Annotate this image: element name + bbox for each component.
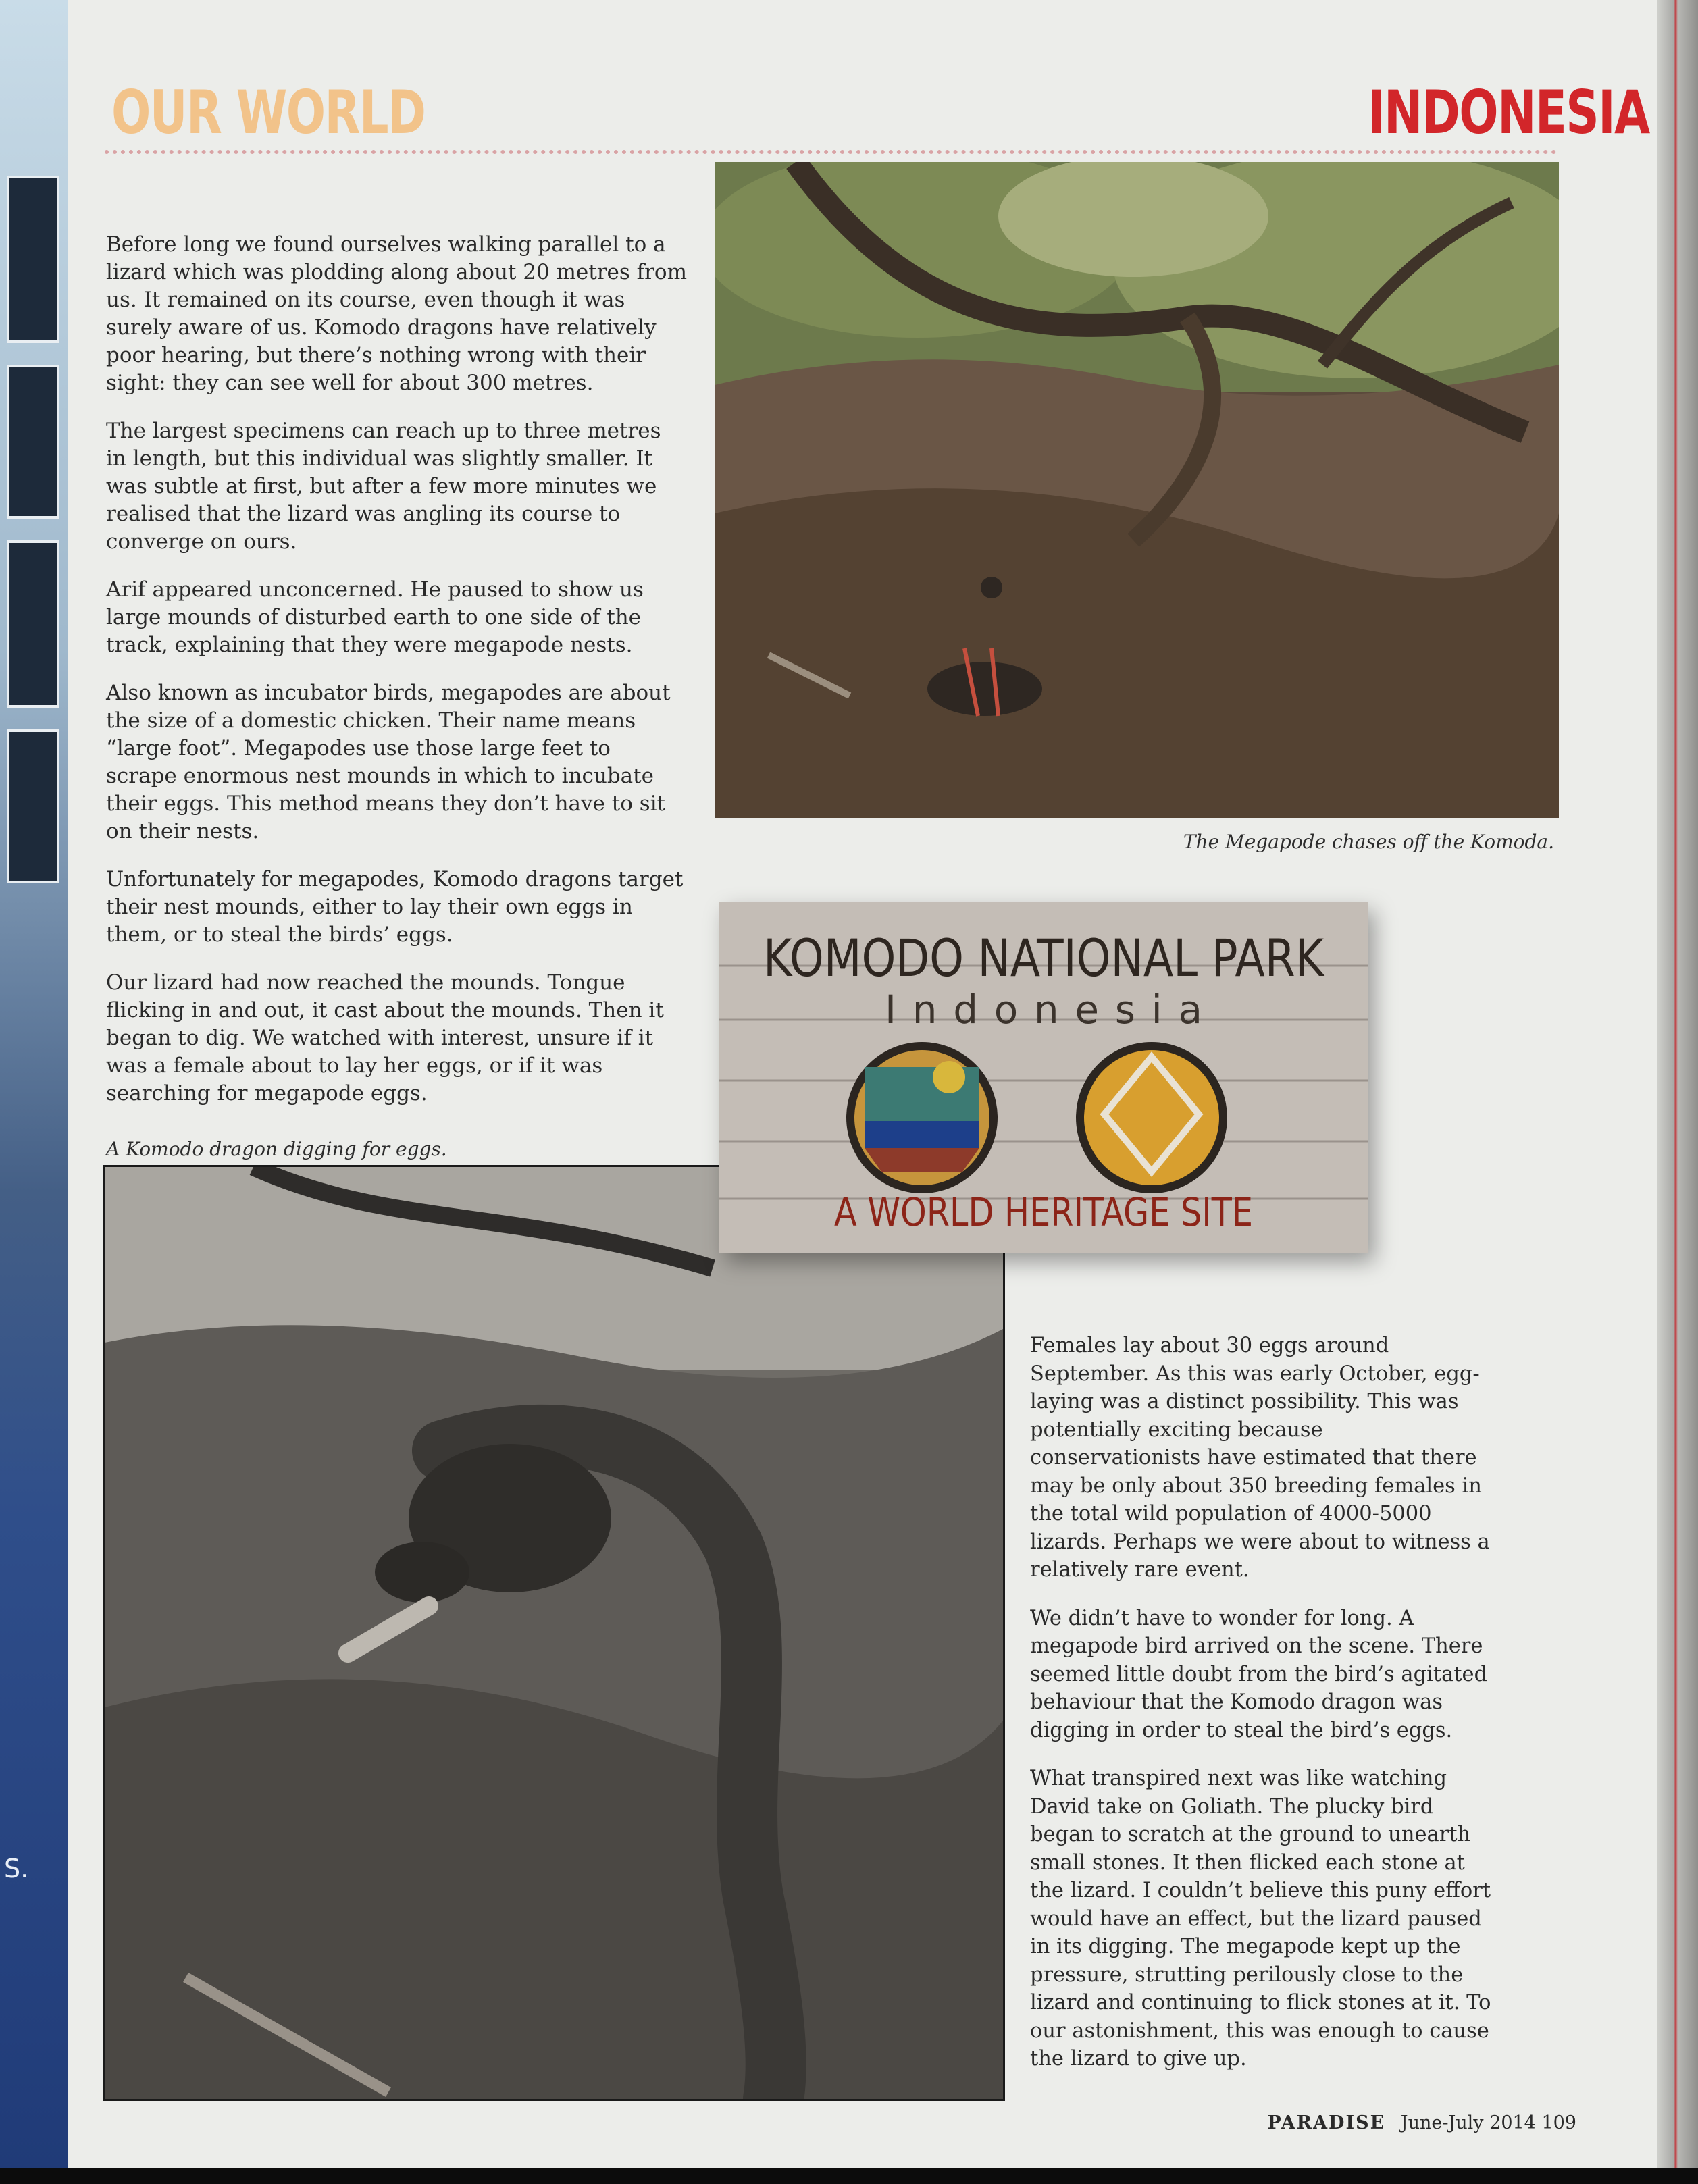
paragraph: Unfortunately for megapodes, Komodo dragons target their nest mounds, either to lay their own eggs in them, or to steal the birds’ eggs. [106,867,684,947]
sign-title: KOMODO NATIONAL PARK [763,928,1325,988]
building-window [7,729,59,883]
national-park-sign [719,902,1368,1253]
page-number: 109 [1541,2112,1576,2133]
sign-subtitle: I n d o n e s i a [885,987,1202,1033]
section-label-left: OUR WORLD [111,78,426,147]
header-divider [105,150,1557,154]
paragraph: Before long we found ourselves walking parallel to a lizard which was plodding along about 20 metres from us. It remained on its course, even though it was surely aware of us. Komodo dragons have relatively poor hearing, but there’s nothing wrong with their sight: they can see well for about 300 metres. [106,232,687,395]
page-footer [1267,2112,1576,2133]
paragraph: Females lay about 30 eggs around September. As this was early October, egg-laying was a distinct possibility. This was potentially exciting because conservationists have estimated that there may be only about 350 breeding females in the total wild population of 4000-5000 lizards. Perhaps we were about to witness a relatively rare event. [1030,1334,1490,1582]
section-label-right: INDONESIA [1368,78,1649,147]
building-window [7,365,59,519]
sign-heritage: A WORLD HERITAGE SITE [834,1189,1253,1235]
magazine-name: PARADISE [1267,2112,1386,2133]
right-text-column [1030,1332,1496,2094]
megapode-caption: The Megapode chases off the Komoda. [1183,831,1554,853]
building-window [7,176,59,343]
komodo-caption: A Komodo dragon digging for eggs. [106,1138,447,1160]
paragraph: Arif appeared unconcerned. He paused to show us large mounds of disturbed earth to one side of the track, explaining that they were megapode nests. [106,577,644,657]
previous-page-edge [0,0,68,2168]
paragraph: Our lizard had now reached the mounds. Tongue flicking in and out, it cast about the mounds. Then it began to dig. We watched with interest, unsure if it was a female about to lay her eggs, or if it was searching for megapode eggs. [106,970,664,1106]
building-window [7,540,59,708]
paragraph: What transpired next was like watching David take on Goliath. The plucky bird began to scratch at the ground to unearth small stones. It then flicked each stone at the lizard. I couldn’t believe this puny effort would have an effect, but the lizard paused in its digging. The megapode kept up the pressure, strutting perilously close to the lizard and continuing to flick stones at it. To our astonishment, this was enough to cause the lizard to give up. [1030,1767,1491,2071]
page-stack-edge [1657,0,1698,2168]
left-text-column [106,231,687,1128]
paragraph: The largest specimens can reach up to three metres in length, but this individual was slightly smaller. It was subtle at first, but after a few more minutes we realised that the lizard was angling its course to converge on ours. [106,419,661,554]
issue-date: June-July 2014 [1400,2112,1536,2133]
paragraph: Also known as incubator birds, megapodes are about the size of a domestic chicken. Their name means “large foot”. Megapodes use those large feet to scrape enormous nest mounds in which to incubate their eggs. This method means they don’t have to sit on their nests. [106,681,671,843]
paragraph: We didn’t have to wonder for long. A megapode bird arrived on the scene. There seemed little doubt from the bird’s agitated behaviour that the Komodo dragon was digging in order to steal the bird’s eggs. [1030,1606,1488,1742]
komodo-photo [103,1165,1005,2101]
megapode-photo [715,162,1559,818]
spine-text-fragment: S. [4,1854,29,1883]
